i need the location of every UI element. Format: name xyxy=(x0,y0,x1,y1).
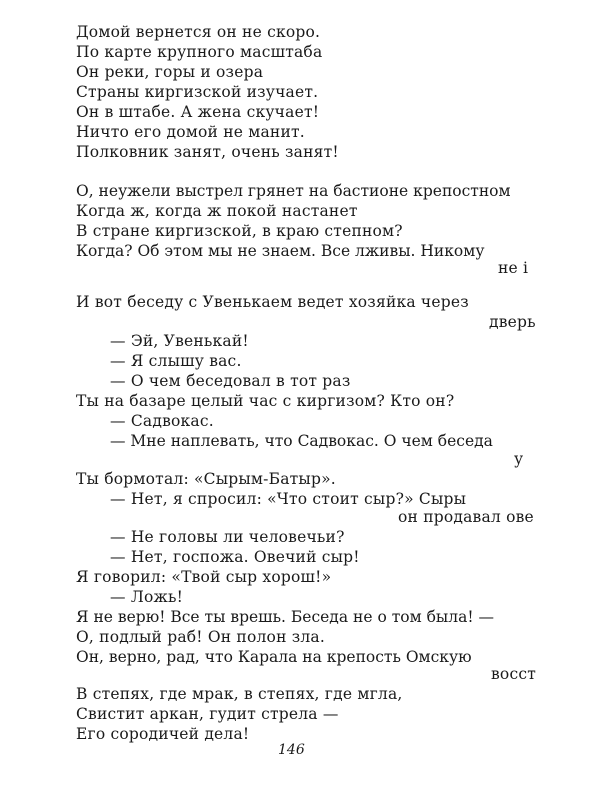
text-line-runover: дверь xyxy=(489,313,536,331)
text-line: Я говорил: «Твой сыр хорош!» xyxy=(76,568,332,586)
text-line: Он реки, горы и озера xyxy=(76,63,264,81)
text-line: Ничто его домой не манит. xyxy=(76,123,305,141)
text-line: Я не верю! Все ты врешь. Беседа не о том была! — xyxy=(76,608,495,626)
text-line: О, неужели выстрел грянет на бастионе крепостном xyxy=(76,182,511,200)
text-line-runover: восст xyxy=(491,665,536,683)
text-line-runover: он продавал ове xyxy=(398,508,534,526)
text-line: И вот беседу с Увенькаем ведет хозяйка через xyxy=(76,293,469,311)
text-line: Он в штабе. А жена скучает! xyxy=(76,103,320,121)
text-line: — Ложь! xyxy=(110,588,184,606)
text-line: Полковник занят, очень занят! xyxy=(76,143,339,161)
text-line: Его сородичей дела! xyxy=(76,725,250,743)
text-line: О, подлый раб! Он полон зла. xyxy=(76,628,325,646)
text-line: — Нет, госпожа. Овечий сыр! xyxy=(110,548,360,566)
text-line: — Эй, Увенькай! xyxy=(110,332,249,350)
text-line: По карте крупного масштаба xyxy=(76,43,323,61)
text-line-runover: не і xyxy=(498,259,529,277)
text-line: Свистит аркан, гудит стрела — xyxy=(76,705,339,723)
text-line-runover: у xyxy=(514,450,524,468)
text-line: Когда ж, когда ж покой настанет xyxy=(76,202,358,220)
text-line: — Я слышу вас. xyxy=(110,352,242,370)
text-line: — Не головы ли человечьи? xyxy=(110,528,345,546)
text-line: — Нет, я спросил: «Что стоит сыр?» Сыры xyxy=(110,490,467,508)
text-line: В стране киргизской, в краю степном? xyxy=(76,222,403,240)
text-line: — Садвокас. xyxy=(110,412,214,430)
text-line: — О чем беседовал в тот раз xyxy=(110,372,351,390)
text-line: — Мне наплевать, что Садвокас. О чем беседа xyxy=(110,432,493,450)
text-line: Домой вернется он не скоро. xyxy=(76,23,321,41)
text-line: Страны киргизской изучает. xyxy=(76,83,319,101)
text-line: В степях, где мрак, в степях, где мгла, xyxy=(76,685,403,703)
text-line: Он, верно, рад, что Карала на крепость Омскую xyxy=(76,648,472,666)
page-number: 146 xyxy=(278,742,305,758)
text-line: Ты бормотал: «Сырым-Батыр». xyxy=(76,470,336,488)
text-line: Ты на базаре целый час с киргизом? Кто он? xyxy=(76,392,455,410)
text-line: Когда? Об этом мы не знаем. Все лживы. Никому xyxy=(76,242,485,260)
